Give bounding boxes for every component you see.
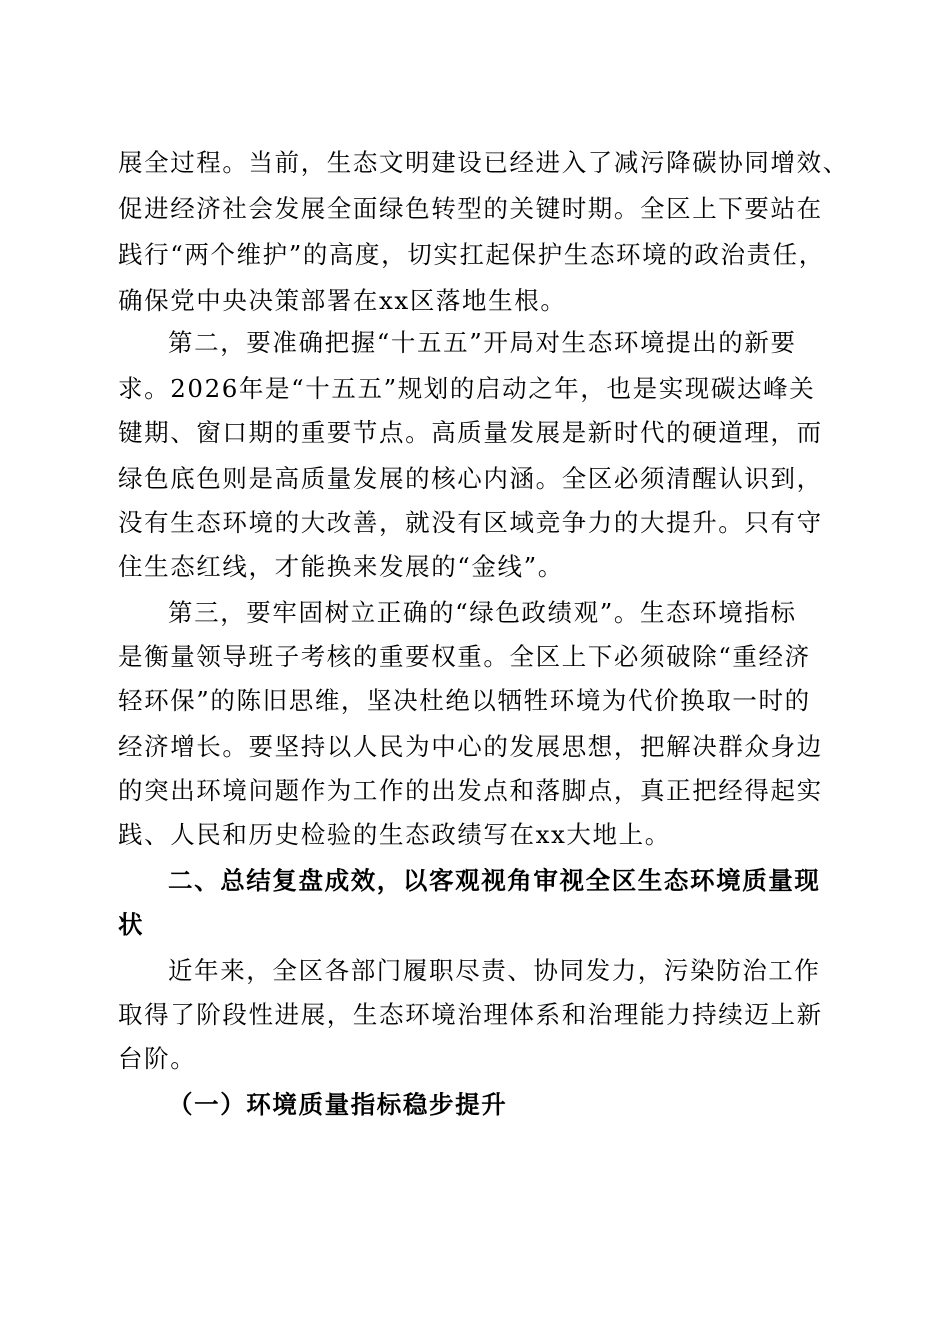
paragraph-4-line-2: 取得了阶段性进展，生态环境治理体系和治理能力持续迈上新 <box>118 1000 823 1029</box>
section-heading-line-2: 状 <box>118 910 145 939</box>
paragraph-1-line-4: 确保党中央决策部署在xx区落地生根。 <box>118 286 567 315</box>
section-heading-line-1: 二、总结复盘成效，以客观视角审视全区生态环境质量现 <box>168 866 821 895</box>
paragraph-4-line-1: 近年来，全区各部门履职尽责、协同发力，污染防治工作 <box>168 956 821 985</box>
paragraph-2-line-1: 第二，要准确把握“十五五”开局对生态环境提出的新要 <box>168 328 797 357</box>
paragraph-3-line-1: 第三，要牢固树立正确的“绿色政绩观”。生态环境指标 <box>168 598 797 627</box>
paragraph-3-line-3: 轻环保”的陈旧思维，坚决杜绝以牺牲环境为代价换取一时的 <box>118 686 811 715</box>
paragraph-4-line-3: 台阶。 <box>118 1044 197 1073</box>
paragraph-2-line-4: 绿色底色则是高质量发展的核心内涵。全区必须清醒认识到， <box>118 464 823 493</box>
paragraph-2-line-2: 求。2026年是“十五五”规划的启动之年，也是实现碳达峰关 <box>118 374 816 403</box>
subheading: （一）环境质量指标稳步提升 <box>168 1090 508 1119</box>
paragraph-3-line-2: 是衡量领导班子考核的重要权重。全区上下必须破除“重经济 <box>118 642 811 671</box>
paragraph-1-line-1: 展全过程。当前，生态文明建设已经进入了减污降碳协同增效、 <box>118 148 849 177</box>
paragraph-2-line-6: 住生态红线，才能换来发展的“金线”。 <box>118 552 564 581</box>
paragraph-1-line-2: 促进经济社会发展全面绿色转型的关键时期。全区上下要站在 <box>118 194 823 223</box>
paragraph-1-line-3: 践行“两个维护”的高度，切实扛起保护生态环境的政治责任， <box>118 240 825 269</box>
paragraph-2-line-5: 没有生态环境的大改善，就没有区域竞争力的大提升。只有守 <box>118 508 823 537</box>
paragraph-3-line-5: 的突出环境问题作为工作的出发点和落脚点，真正把经得起实 <box>118 776 823 805</box>
paragraph-3-line-6: 践、人民和历史检验的生态政绩写在xx大地上。 <box>118 820 671 849</box>
paragraph-3-line-4: 经济增长。要坚持以人民为中心的发展思想，把解决群众身边 <box>118 732 823 761</box>
paragraph-2-line-3: 键期、窗口期的重要节点。高质量发展是新时代的硬道理，而 <box>118 418 823 447</box>
